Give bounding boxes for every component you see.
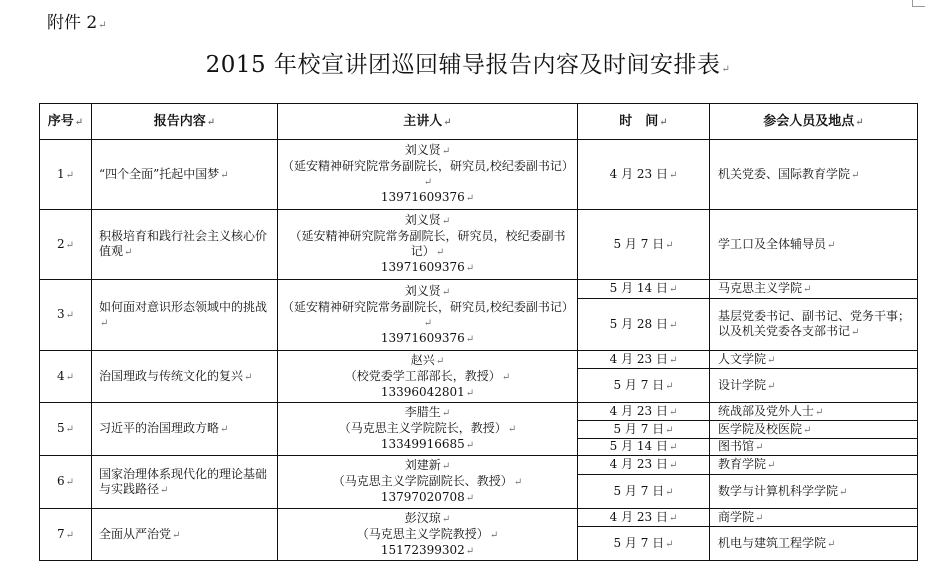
speaker-phone: 15172399302↵ (380, 542, 475, 557)
return-mark-icon: ↵ (668, 512, 678, 524)
attachment-text: 附件 2 (47, 13, 98, 33)
speaker-cell (278, 509, 578, 561)
return-mark-icon: ↵ (755, 442, 764, 453)
table-row (40, 403, 918, 421)
report-topic (92, 210, 278, 280)
return-mark-icon: ↵ (827, 538, 836, 550)
session-time (578, 140, 710, 210)
session-time (578, 509, 710, 527)
session-audience-text: 商学院 (718, 509, 755, 524)
page-title (0, 46, 936, 79)
session-audience-text: 图书馆 (718, 439, 755, 453)
return-mark-icon: ↵ (803, 284, 812, 295)
table-header-row (40, 104, 918, 140)
return-mark-icon: ↵ (65, 239, 75, 251)
report-topic-text: 如何面对意识形态领域中的挑战 (99, 299, 268, 314)
session-audience (710, 140, 918, 210)
row-number (40, 403, 92, 456)
return-mark-icon: ↵ (665, 538, 674, 550)
table-row (40, 509, 918, 527)
row-number-text: 5 (56, 421, 65, 435)
speaker-cell (278, 403, 578, 456)
schedule-table (39, 103, 918, 561)
return-mark-icon: ↵ (851, 327, 860, 338)
report-topic-text: “四个全面”托起中国梦 (99, 166, 220, 181)
return-mark-icon: ↵ (668, 169, 678, 181)
row-number (40, 509, 92, 561)
row-number (40, 351, 92, 403)
session-audience (710, 369, 918, 403)
return-mark-icon: ↵ (65, 371, 75, 383)
session-time-text: 4 月 23 日 (609, 351, 668, 366)
session-time-text: 4 月 23 日 (609, 509, 668, 524)
report-topic-text: 习近平的治国理政方略 (99, 421, 220, 435)
return-mark-icon: ↵ (668, 406, 678, 418)
speaker-cell (278, 351, 578, 403)
return-mark-icon: ↵ (665, 486, 674, 498)
table-row (40, 280, 918, 299)
speaker-name: 赵兴↵ (410, 352, 445, 367)
return-mark-icon: ↵ (65, 310, 75, 321)
speaker-phone: 13396042801↵ (380, 384, 475, 399)
return-mark-icon: ↵ (668, 284, 678, 295)
report-topic (92, 351, 278, 403)
report-topic-text: 治国理政与传统文化的复兴 (99, 368, 244, 383)
row-number-text: 6 (56, 474, 65, 488)
session-audience (710, 475, 918, 509)
session-audience (710, 456, 918, 475)
report-topic (92, 140, 278, 210)
session-time-text: 5 月 7 日 (613, 377, 665, 392)
return-mark-icon: ↵ (65, 424, 75, 435)
page-corner-mark (912, 0, 925, 7)
speaker-name: 刘义贤↵ (404, 283, 451, 298)
speaker-title: （马克思主义学院院长，教授）↵ (338, 421, 517, 435)
session-time-text: 4 月 23 日 (609, 403, 668, 418)
row-number (40, 210, 92, 280)
row-number-text: 3 (56, 307, 65, 321)
speaker-name: 李腊生↵ (404, 405, 451, 419)
session-audience-text: 统战部及党外人士 (718, 403, 815, 418)
session-audience (710, 280, 918, 299)
return-mark-icon: ↵ (827, 239, 836, 251)
speaker-cell (278, 140, 578, 210)
session-time-text: 5 月 7 日 (613, 535, 665, 550)
table-row (40, 456, 918, 475)
session-time (578, 456, 710, 475)
return-mark-icon: ↵ (172, 529, 181, 541)
session-audience-text: 数学与计算机科学学院 (718, 483, 839, 498)
return-mark-icon: ↵ (665, 380, 674, 392)
session-audience-text: 基层党委书记、副书记、党务干事；以及机关党委各支部书记 (718, 309, 911, 338)
attachment-label (47, 8, 107, 33)
speaker-name: 彭汉琼↵ (404, 510, 451, 525)
report-topic (92, 509, 278, 561)
session-audience (710, 299, 918, 351)
table-row (40, 210, 918, 280)
speaker-name: 刘建新↵ (404, 458, 451, 472)
return-mark-icon: ↵ (668, 442, 678, 453)
speaker-name: 刘义贤↵ (404, 143, 451, 157)
row-number (40, 140, 92, 210)
session-time-text: 5 月 7 日 (613, 483, 665, 498)
speaker-phone: 13349916685↵ (380, 437, 475, 451)
row-number-text: 1 (56, 166, 65, 181)
return-mark-icon: ↵ (803, 424, 812, 436)
return-mark-icon: ↵ (668, 354, 678, 366)
header-speaker: 主讲人↵ (278, 104, 578, 140)
speaker-cell (278, 210, 578, 280)
return-mark-icon: ↵ (220, 424, 229, 435)
table-row (40, 140, 918, 210)
session-audience-text: 人文学院 (718, 351, 767, 366)
header-no: 序号↵ (40, 104, 92, 140)
speaker-title: （延安精神研究院常务副院长，研究员，校纪委副书记）↵ (289, 229, 566, 258)
return-mark-icon: ↵ (665, 424, 674, 436)
row-number (40, 456, 92, 509)
session-audience (710, 351, 918, 369)
return-mark-icon: ↵ (65, 477, 75, 488)
return-mark-icon: ↵ (98, 20, 107, 31)
return-mark-icon: ↵ (65, 529, 75, 541)
return-mark-icon: ↵ (220, 169, 229, 181)
return-mark-icon: ↵ (721, 64, 731, 75)
session-audience-text: 机电与建筑工程学院 (718, 535, 827, 550)
speaker-title: （校党委学工部部长，教授）↵ (344, 368, 511, 383)
return-mark-icon: ↵ (160, 484, 169, 496)
return-mark-icon: ↵ (665, 239, 674, 251)
report-topic-text: 全面从严治党 (99, 526, 172, 541)
return-mark-icon: ↵ (755, 512, 764, 524)
session-time-text: 5 月 14 日 (609, 281, 668, 295)
row-number-text: 7 (56, 526, 65, 541)
session-time-text: 4 月 23 日 (609, 457, 668, 471)
header-topic: 报告内容↵ (92, 104, 278, 140)
session-time (578, 527, 710, 561)
session-audience-text: 教育学院 (718, 457, 767, 471)
session-time (578, 369, 710, 403)
return-mark-icon: ↵ (767, 354, 776, 366)
report-topic (92, 403, 278, 456)
session-time (578, 403, 710, 421)
session-time (578, 439, 710, 456)
header-time: 时 间↵ (578, 104, 710, 140)
return-mark-icon: ↵ (767, 460, 776, 471)
session-audience (710, 403, 918, 421)
report-topic (92, 456, 278, 509)
session-audience-text: 机关党委、国际教育学院 (718, 166, 851, 181)
session-audience (710, 421, 918, 439)
return-mark-icon: ↵ (851, 169, 860, 181)
session-time-text: 5 月 7 日 (613, 421, 665, 436)
row-number-text: 2 (56, 236, 65, 251)
session-audience-text: 学工口及全体辅导员 (718, 236, 827, 251)
speaker-phone: 13971609376↵ (380, 190, 475, 204)
speaker-title: （马克思主义学院副院长、教授）↵ (332, 474, 523, 488)
return-mark-icon: ↵ (668, 319, 678, 331)
session-time (578, 475, 710, 509)
table-body (40, 140, 918, 561)
return-mark-icon: ↵ (244, 371, 253, 383)
session-audience (710, 210, 918, 280)
session-time (578, 421, 710, 439)
return-mark-icon: ↵ (815, 406, 824, 418)
session-time-text: 5 月 28 日 (609, 316, 668, 331)
session-time-text: 5 月 7 日 (613, 236, 665, 251)
return-mark-icon: ↵ (100, 317, 109, 329)
header-audience: 参会人员及地点↵ (710, 104, 918, 140)
speaker-title: （延安精神研究院常务副院长，研究员,校纪委副书记）↵ (282, 159, 574, 188)
session-audience (710, 439, 918, 456)
session-time (578, 210, 710, 280)
session-audience (710, 509, 918, 527)
page-title-text: 2015 年校宣讲团巡回辅导报告内容及时间安排表 (205, 52, 721, 78)
session-time-text: 4 月 23 日 (609, 166, 668, 181)
session-time (578, 351, 710, 369)
speaker-phone: 13971609376↵ (380, 330, 475, 345)
row-number-text: 4 (56, 368, 65, 383)
speaker-title: （马克思主义学院教授）↵ (356, 526, 499, 541)
session-time-text: 5 月 14 日 (609, 439, 668, 453)
speaker-cell (278, 456, 578, 509)
speaker-phone: 13797020708↵ (380, 490, 475, 504)
session-audience (710, 527, 918, 561)
report-topic-text: 积极培育和践行社会主义核心价值观 (99, 229, 268, 258)
report-topic-text: 国家治理体系现代化的理论基础与实践路径 (99, 466, 268, 496)
speaker-name: 刘义贤↵ (404, 213, 451, 227)
speaker-cell (278, 280, 578, 351)
speaker-title: （延安精神研究院常务副院长，研究员,校纪委副书记）↵ (282, 299, 574, 329)
session-audience-text: 设计学院 (718, 377, 767, 392)
return-mark-icon: ↵ (124, 247, 133, 258)
session-audience-text: 医学院及校医院 (718, 421, 803, 436)
table-row (40, 351, 918, 369)
return-mark-icon: ↵ (767, 380, 776, 392)
return-mark-icon: ↵ (839, 486, 848, 498)
session-audience-text: 马克思主义学院 (718, 281, 803, 295)
session-time (578, 280, 710, 299)
return-mark-icon: ↵ (65, 169, 75, 181)
speaker-phone: 13971609376↵ (380, 260, 475, 274)
return-mark-icon: ↵ (668, 460, 678, 471)
session-time (578, 299, 710, 351)
row-number (40, 280, 92, 351)
report-topic (92, 280, 278, 351)
